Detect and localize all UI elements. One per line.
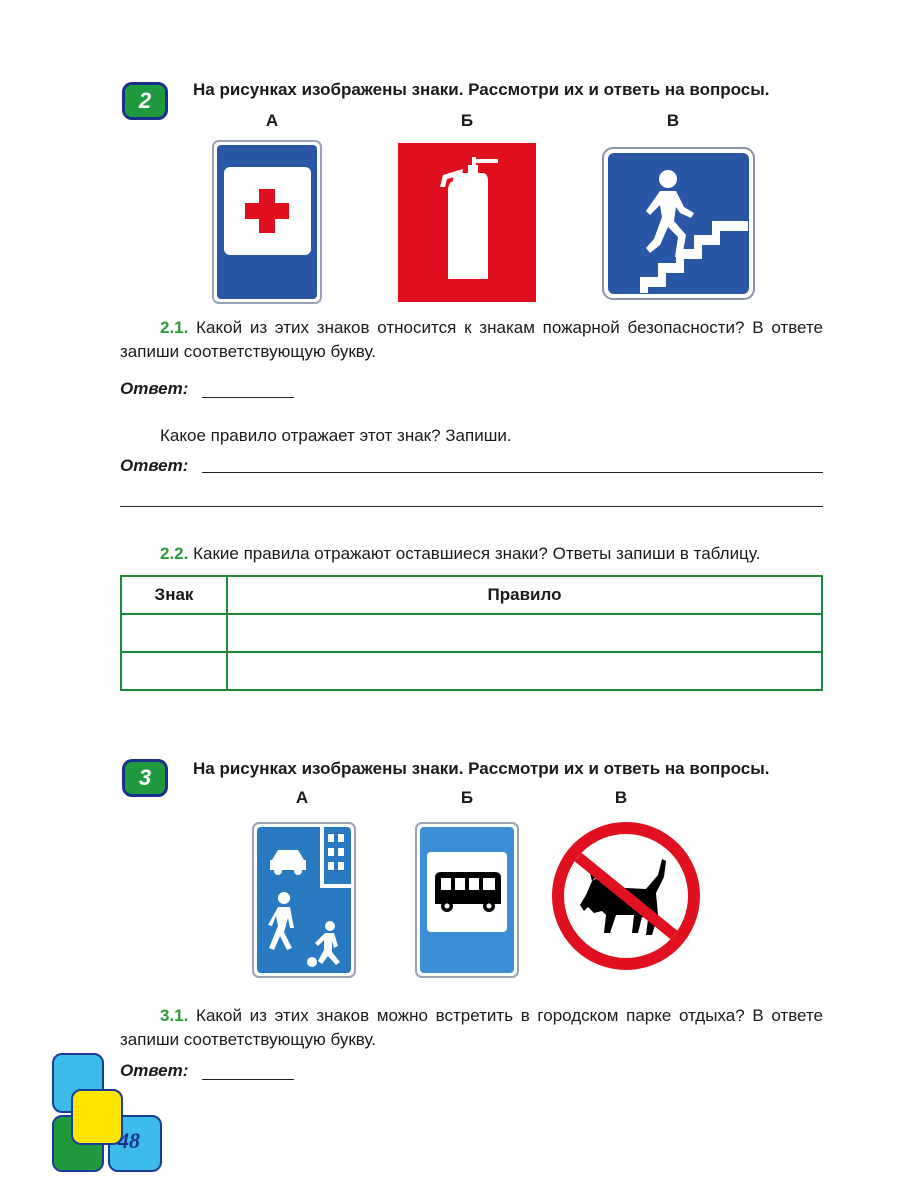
first-aid-sign-icon bbox=[212, 140, 322, 304]
answer-line[interactable] bbox=[120, 506, 823, 507]
page-number: 48 bbox=[118, 1128, 140, 1153]
question-2-1 bbox=[120, 316, 823, 364]
question-text: Какие правила отражают оставшиеся знаки? Ответы запиши в таблицу. bbox=[193, 544, 761, 563]
task-number-badge: 3 bbox=[122, 759, 168, 797]
sign-letter-b: Б bbox=[460, 111, 474, 130]
answer-line[interactable] bbox=[202, 472, 823, 473]
sign-letter-a: А bbox=[295, 788, 309, 807]
question-text: Какой из этих знаков относится к знакам пожарной безопасности? В ответе запиши соответствующую букву. bbox=[120, 318, 823, 361]
question-text: Какой из этих знаков можно встретить в городском парке отдыха? В ответе запиши соответствующую букву. bbox=[120, 1006, 823, 1049]
question-2-1b: Какое правило отражает этот знак? Запиши. bbox=[160, 426, 512, 445]
table-cell[interactable] bbox=[121, 652, 227, 690]
table-row bbox=[121, 614, 822, 652]
task-title: На рисунках изображены знаки. Рассмотри их и ответь на вопросы. bbox=[193, 80, 770, 99]
answer-table bbox=[120, 575, 823, 691]
answer-label: Ответ: bbox=[120, 1061, 189, 1080]
bus-stop-sign-icon bbox=[415, 822, 519, 978]
answer-label: Ответ: bbox=[120, 379, 189, 398]
table-header-rule: Правило bbox=[227, 576, 822, 614]
answer-label: Ответ: bbox=[120, 456, 189, 475]
task-title: На рисунках изображены знаки. Рассмотри их и ответь на вопросы. bbox=[193, 759, 770, 778]
table-cell[interactable] bbox=[227, 614, 822, 652]
question-number: 2.2. bbox=[160, 544, 189, 563]
table-cell[interactable] bbox=[227, 652, 822, 690]
sign-letter-b: Б bbox=[460, 788, 474, 807]
living-zone-sign-icon bbox=[252, 822, 356, 978]
question-3-1 bbox=[120, 1004, 823, 1052]
question-number: 3.1. bbox=[160, 1006, 189, 1025]
decor-square-yellow bbox=[71, 1089, 123, 1145]
no-dogs-sign-icon bbox=[546, 815, 706, 977]
question-2-2 bbox=[120, 542, 823, 566]
table-header-sign: Знак bbox=[121, 576, 227, 614]
sign-letter-v: В bbox=[666, 111, 680, 130]
answer-line[interactable] bbox=[202, 397, 294, 398]
fire-extinguisher-sign-icon bbox=[398, 143, 536, 302]
answer-line[interactable] bbox=[202, 1079, 294, 1080]
sign-letter-v: В bbox=[614, 788, 628, 807]
sign-letter-a: А bbox=[265, 111, 279, 130]
question-number: 2.1. bbox=[160, 318, 189, 337]
stairs-down-sign-icon bbox=[602, 147, 755, 300]
table-header-row bbox=[121, 576, 822, 614]
task-number-badge: 2 bbox=[122, 82, 168, 120]
table-cell[interactable] bbox=[121, 614, 227, 652]
table-row bbox=[121, 652, 822, 690]
